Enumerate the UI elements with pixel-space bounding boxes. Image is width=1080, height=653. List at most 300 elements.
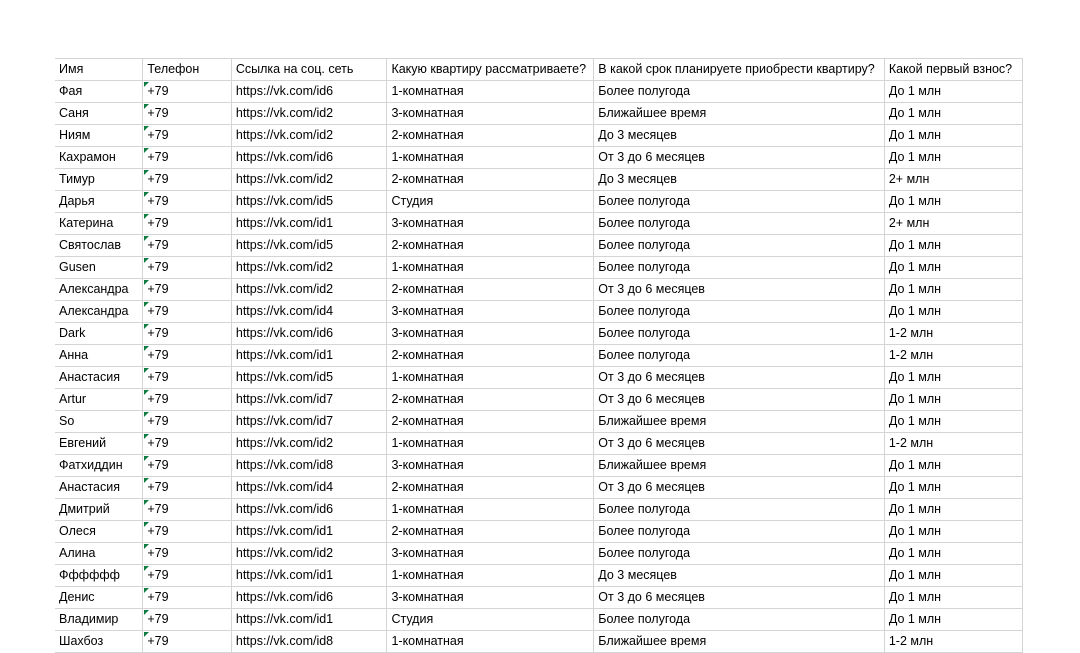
cell-down[interactable] [884,301,1022,323]
cell-flat[interactable] [387,455,594,477]
cell-phone[interactable] [143,521,232,543]
cell-phone[interactable] [143,587,232,609]
table-row[interactable] [55,389,1023,411]
cell-flat[interactable] [387,103,594,125]
cell-term-value: От 3 до 6 месяцев [598,150,705,164]
cell-flat-value: 2-комнатная [391,480,464,494]
cell-link[interactable] [231,367,387,389]
cell-flat[interactable] [387,235,594,257]
table-header-row [55,59,1023,81]
cell-down-value: До 1 млн [888,502,942,516]
cell-term-value: Более полугода [598,348,691,362]
cell-flat[interactable] [387,587,594,609]
cell-phone[interactable] [143,477,232,499]
cell-term-value: От 3 до 6 месяцев [598,370,705,384]
cell-link[interactable] [231,433,387,455]
cell-link[interactable] [231,411,387,433]
cell-link-value: https://vk.com/id7 [235,392,334,406]
cell-down[interactable] [884,257,1022,279]
cell-name[interactable] [55,169,143,191]
cell-flat[interactable] [387,521,594,543]
cell-link-value: https://vk.com/id2 [235,128,334,142]
cell-name[interactable] [55,631,143,653]
cell-link-value: https://vk.com/id8 [235,458,334,472]
cell-term-value: Ближайшее время [598,106,707,120]
cell-link[interactable] [231,477,387,499]
table-row[interactable] [55,587,1023,609]
cell-link[interactable] [231,565,387,587]
cell-flat-value: 3-комнатная [391,216,464,230]
cell-down[interactable] [884,279,1022,301]
cell-flat-value: 1-комнатная [391,436,464,450]
cell-phone[interactable] [143,543,232,565]
cell-phone-value: +79 [147,458,169,472]
cell-name[interactable] [55,521,143,543]
cell-phone[interactable] [143,81,232,103]
cell-link[interactable] [231,499,387,521]
cell-flat-value: 2-комнатная [391,414,464,428]
cell-name[interactable] [55,587,143,609]
cell-phone[interactable] [143,191,232,213]
cell-down[interactable] [884,521,1022,543]
column-header-down[interactable]: Какой первый взнос? [884,59,1022,81]
cell-term[interactable] [594,565,885,587]
cell-term[interactable] [594,631,885,653]
cell-down-value: До 1 млн [888,260,942,274]
cell-name[interactable] [55,257,143,279]
cell-phone[interactable] [143,631,232,653]
cell-name[interactable] [55,389,143,411]
cell-name[interactable] [55,367,143,389]
cell-name[interactable] [55,499,143,521]
cell-name[interactable] [55,81,143,103]
cell-down-value: До 1 млн [888,238,942,252]
cell-phone[interactable] [143,345,232,367]
table-row[interactable] [55,235,1023,257]
cell-link[interactable] [231,521,387,543]
column-header-phone[interactable]: Телефон [143,59,232,81]
cell-term[interactable] [594,455,885,477]
cell-flat[interactable] [387,631,594,653]
table-row[interactable] [55,103,1023,125]
cell-name-value: Кахрамон [59,150,116,164]
cell-flat[interactable] [387,609,594,631]
cell-down[interactable] [884,543,1022,565]
cell-name[interactable] [55,323,143,345]
cell-flat[interactable] [387,213,594,235]
cell-term[interactable] [594,147,885,169]
cell-link[interactable] [231,147,387,169]
cell-name[interactable] [55,565,143,587]
cell-name-value: Денис [59,590,95,604]
cell-phone[interactable] [143,257,232,279]
cell-flat-value: 1-комнатная [391,568,464,582]
cell-name-value: Фая [59,84,83,98]
table-row[interactable] [55,499,1023,521]
column-header-link[interactable]: Ссылка на соц. сеть [231,59,387,81]
cell-flat[interactable] [387,125,594,147]
cell-link[interactable] [231,587,387,609]
cell-down[interactable] [884,389,1022,411]
cell-link[interactable] [231,103,387,125]
cell-down[interactable] [884,477,1022,499]
cell-down-value: До 1 млн [888,524,942,538]
cell-phone[interactable] [143,301,232,323]
cell-link-value: https://vk.com/id1 [235,568,334,582]
cell-down[interactable] [884,345,1022,367]
cell-term[interactable] [594,257,885,279]
cell-term[interactable] [594,345,885,367]
spreadsheet-area[interactable] [55,58,1023,653]
cell-down[interactable] [884,565,1022,587]
cell-down-value: До 1 млн [888,106,942,120]
cell-phone[interactable] [143,147,232,169]
cell-phone[interactable] [143,169,232,191]
cell-name-value: So [59,414,75,428]
cell-name-value: Анастасия [59,370,120,384]
cell-flat[interactable] [387,367,594,389]
column-header-flat[interactable]: Какую квартиру рассматриваете? [387,59,594,81]
cell-link[interactable] [231,323,387,345]
cell-flat[interactable] [387,147,594,169]
cell-name-value: Фффффф [59,568,120,582]
cell-flat[interactable] [387,345,594,367]
cell-term[interactable] [594,213,885,235]
table-row[interactable] [55,279,1023,301]
cell-down-value: 1-2 млн [888,348,934,362]
cell-phone-value: +79 [147,370,169,384]
data-table[interactable] [55,58,1023,653]
cell-term-value: Более полугода [598,260,691,274]
table-row[interactable] [55,565,1023,587]
cell-down[interactable] [884,455,1022,477]
cell-name[interactable] [55,147,143,169]
cell-down[interactable] [884,213,1022,235]
cell-term-value: Более полугода [598,304,691,318]
cell-phone-value: +79 [147,128,169,142]
cell-down-value: До 1 млн [888,370,942,384]
table-row[interactable] [55,81,1023,103]
table-row[interactable] [55,609,1023,631]
cell-link[interactable] [231,81,387,103]
cell-link-value: https://vk.com/id2 [235,260,334,274]
table-row[interactable] [55,543,1023,565]
cell-phone[interactable] [143,103,232,125]
cell-name[interactable] [55,433,143,455]
cell-term[interactable] [594,521,885,543]
cell-down[interactable] [884,103,1022,125]
table-row[interactable] [55,367,1023,389]
cell-link[interactable] [231,257,387,279]
cell-link-value: https://vk.com/id1 [235,216,334,230]
cell-flat-value: 3-комнатная [391,590,464,604]
cell-link-value: https://vk.com/id7 [235,414,334,428]
cell-term[interactable] [594,367,885,389]
cell-flat[interactable] [387,279,594,301]
cell-down[interactable] [884,433,1022,455]
table-row[interactable] [55,631,1023,653]
cell-phone-value: +79 [147,304,169,318]
cell-link-value: https://vk.com/id6 [235,150,334,164]
cell-name[interactable] [55,103,143,125]
cell-flat-value: 1-комнатная [391,84,464,98]
cell-phone-value: +79 [147,590,169,604]
cell-name[interactable] [55,213,143,235]
cell-flat-value: 1-комнатная [391,634,464,648]
cell-down[interactable] [884,587,1022,609]
cell-phone-value: +79 [147,414,169,428]
cell-link[interactable] [231,455,387,477]
cell-flat-value: 3-комнатная [391,458,464,472]
cell-term-value: Более полугода [598,524,691,538]
cell-down-value: До 1 млн [888,568,942,582]
cell-link[interactable] [231,213,387,235]
cell-link-value: https://vk.com/id6 [235,590,334,604]
cell-flat-value: 3-комнатная [391,304,464,318]
cell-phone-value: +79 [147,348,169,362]
cell-term-value: От 3 до 6 месяцев [598,392,705,406]
cell-link[interactable] [231,235,387,257]
cell-name-value: Тимур [59,172,95,186]
table-row[interactable] [55,213,1023,235]
cell-flat[interactable] [387,499,594,521]
table-row[interactable] [55,477,1023,499]
cell-flat-value: 2-комнатная [391,348,464,362]
cell-phone-value: +79 [147,84,169,98]
cell-link-value: https://vk.com/id2 [235,172,334,186]
cell-link[interactable] [231,191,387,213]
cell-name-value: Владимир [59,612,119,626]
cell-phone-value: +79 [147,326,169,340]
cell-down[interactable] [884,499,1022,521]
cell-down[interactable] [884,411,1022,433]
cell-down[interactable] [884,191,1022,213]
cell-phone[interactable] [143,499,232,521]
cell-name[interactable] [55,191,143,213]
cell-link-value: https://vk.com/id4 [235,304,334,318]
cell-name-value: Дарья [59,194,95,208]
cell-link[interactable] [231,345,387,367]
column-header-term[interactable]: В какой срок планируете приобрести квартиру? [594,59,885,81]
cell-term[interactable] [594,301,885,323]
cell-name[interactable] [55,125,143,147]
cell-name-value: Шахбоз [59,634,104,648]
cell-link[interactable] [231,169,387,191]
cell-phone-value: +79 [147,150,169,164]
cell-term[interactable] [594,389,885,411]
cell-down[interactable] [884,169,1022,191]
cell-flat-value: 2-комнатная [391,392,464,406]
cell-phone[interactable] [143,455,232,477]
table-row[interactable] [55,455,1023,477]
column-header-name[interactable]: Имя [55,59,143,81]
cell-flat[interactable] [387,433,594,455]
cell-term-value: От 3 до 6 месяцев [598,480,705,494]
table-row[interactable] [55,257,1023,279]
table-row[interactable] [55,345,1023,367]
cell-term[interactable] [594,81,885,103]
cell-link[interactable] [231,279,387,301]
cell-link-value: https://vk.com/id1 [235,524,334,538]
cell-link-value: https://vk.com/id1 [235,348,334,362]
cell-term[interactable] [594,587,885,609]
cell-down[interactable] [884,323,1022,345]
cell-term[interactable] [594,191,885,213]
table-row[interactable] [55,323,1023,345]
cell-term-value: До 3 месяцев [598,128,677,142]
cell-phone-value: +79 [147,436,169,450]
cell-term[interactable] [594,499,885,521]
cell-down[interactable] [884,367,1022,389]
cell-down-value: 2+ млн [888,172,930,186]
cell-link-value: https://vk.com/id6 [235,502,334,516]
cell-phone-value: +79 [147,216,169,230]
cell-flat[interactable] [387,477,594,499]
cell-name-value: Gusen [59,260,96,274]
cell-phone[interactable] [143,125,232,147]
cell-flat[interactable] [387,191,594,213]
cell-name[interactable] [55,543,143,565]
cell-link[interactable] [231,301,387,323]
cell-link-value: https://vk.com/id2 [235,436,334,450]
cell-link-value: https://vk.com/id6 [235,326,334,340]
cell-link[interactable] [231,389,387,411]
cell-down[interactable] [884,125,1022,147]
cell-flat-value: 2-комнатная [391,238,464,252]
cell-phone[interactable] [143,609,232,631]
cell-link[interactable] [231,543,387,565]
cell-name-value: Дмитрий [59,502,110,516]
cell-term[interactable] [594,477,885,499]
cell-flat-value: 1-комнатная [391,370,464,384]
cell-down-value: 1-2 млн [888,634,934,648]
cell-phone[interactable] [143,411,232,433]
cell-phone[interactable] [143,565,232,587]
cell-flat-value: 1-комнатная [391,260,464,274]
cell-down[interactable] [884,609,1022,631]
cell-term-value: До 3 месяцев [598,568,677,582]
cell-name-value: Анастасия [59,480,120,494]
cell-flat[interactable] [387,169,594,191]
cell-name[interactable] [55,279,143,301]
cell-phone-value: +79 [147,392,169,406]
cell-phone[interactable] [143,279,232,301]
cell-term[interactable] [594,543,885,565]
cell-link-value: https://vk.com/id5 [235,370,334,384]
cell-phone-value: +79 [147,172,169,186]
cell-down[interactable] [884,147,1022,169]
cell-down-value: До 1 млн [888,458,942,472]
cell-name[interactable] [55,345,143,367]
cell-term-value: Ближайшее время [598,458,707,472]
cell-link[interactable] [231,125,387,147]
cell-link-value: https://vk.com/id6 [235,84,334,98]
cell-flat[interactable] [387,301,594,323]
cell-name-value: Олеся [59,524,96,538]
cell-term[interactable] [594,609,885,631]
cell-link[interactable] [231,609,387,631]
table-row[interactable] [55,411,1023,433]
cell-phone-value: +79 [147,546,169,560]
cell-name-value: Катерина [59,216,114,230]
cell-flat[interactable] [387,565,594,587]
cell-phone-value: +79 [147,238,169,252]
cell-phone-value: +79 [147,502,169,516]
cell-term-value: От 3 до 6 месяцев [598,282,705,296]
cell-term[interactable] [594,323,885,345]
table-row[interactable] [55,169,1023,191]
cell-name[interactable] [55,477,143,499]
cell-down-value: До 1 млн [888,590,942,604]
cell-link-value: https://vk.com/id2 [235,282,334,296]
cell-term[interactable] [594,235,885,257]
cell-down-value: До 1 млн [888,546,942,560]
cell-phone[interactable] [143,389,232,411]
cell-flat-value: 2-комнатная [391,172,464,186]
table-row[interactable] [55,191,1023,213]
cell-phone[interactable] [143,433,232,455]
cell-name-value: Artur [59,392,87,406]
cell-phone[interactable] [143,367,232,389]
cell-term-value: Более полугода [598,502,691,516]
cell-flat-value: Студия [391,194,434,208]
cell-flat[interactable] [387,411,594,433]
cell-down-value: До 1 млн [888,282,942,296]
cell-down-value: 2+ млн [888,216,930,230]
cell-term[interactable] [594,169,885,191]
cell-flat-value: 3-комнатная [391,106,464,120]
cell-flat[interactable] [387,257,594,279]
cell-link-value: https://vk.com/id2 [235,106,334,120]
cell-flat[interactable] [387,543,594,565]
cell-name[interactable] [55,455,143,477]
cell-flat[interactable] [387,323,594,345]
cell-term[interactable] [594,279,885,301]
table-row[interactable] [55,147,1023,169]
cell-name-value: Александра [59,304,129,318]
cell-term-value: Более полугода [598,216,691,230]
cell-term[interactable] [594,125,885,147]
cell-down[interactable] [884,81,1022,103]
cell-down-value: До 1 млн [888,612,942,626]
cell-down-value: До 1 млн [888,84,942,98]
table-row[interactable] [55,301,1023,323]
cell-link[interactable] [231,631,387,653]
cell-name[interactable] [55,411,143,433]
table-row[interactable] [55,521,1023,543]
cell-term[interactable] [594,103,885,125]
cell-flat[interactable] [387,389,594,411]
cell-down-value: До 1 млн [888,194,942,208]
cell-term[interactable] [594,433,885,455]
cell-down[interactable] [884,631,1022,653]
cell-link-value: https://vk.com/id4 [235,480,334,494]
cell-phone[interactable] [143,323,232,345]
cell-term[interactable] [594,411,885,433]
cell-name-value: Фатхиддин [59,458,123,472]
cell-name[interactable] [55,609,143,631]
cell-term-value: От 3 до 6 месяцев [598,436,705,450]
cell-name[interactable] [55,235,143,257]
table-row[interactable] [55,433,1023,455]
cell-flat[interactable] [387,81,594,103]
cell-phone[interactable] [143,213,232,235]
table-row[interactable] [55,125,1023,147]
cell-name[interactable] [55,301,143,323]
cell-phone[interactable] [143,235,232,257]
cell-name-value: Ниям [59,128,91,142]
cell-down[interactable] [884,235,1022,257]
